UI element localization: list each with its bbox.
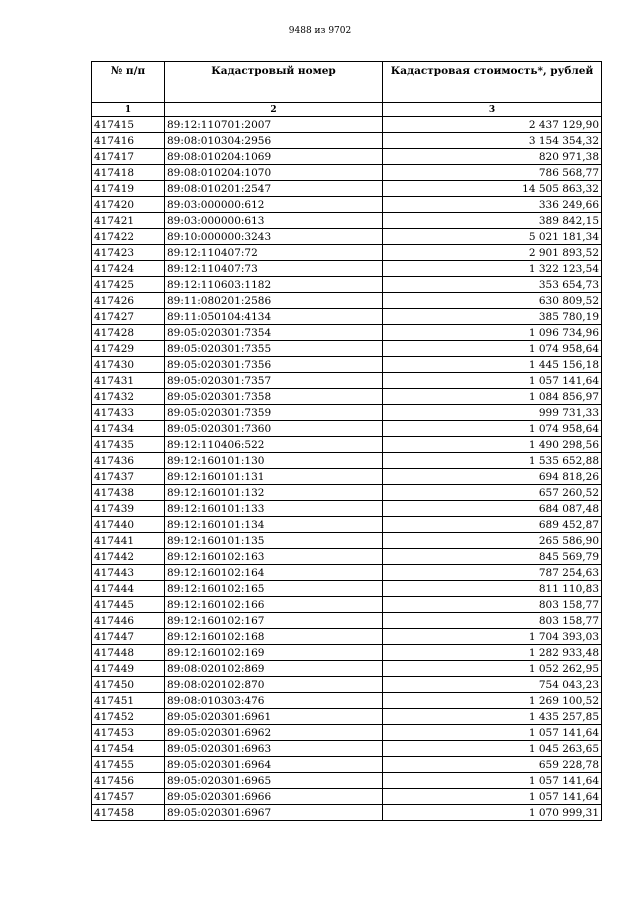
cadastral-value-cell: 1 057 141,64 (383, 773, 602, 789)
row-number-cell: 417450 (92, 677, 165, 693)
cadastral-number-cell: 89:12:160101:132 (165, 485, 383, 501)
cadastral-number-cell: 89:11:050104:4134 (165, 309, 383, 325)
cadastral-value-cell: 1 084 856,97 (383, 389, 602, 405)
table-row (92, 677, 602, 693)
row-number-cell: 417418 (92, 165, 165, 181)
cadastral-number-cell: 89:12:110603:1182 (165, 277, 383, 293)
table-row (92, 757, 602, 773)
cadastral-number-cell: 89:08:010201:2547 (165, 181, 383, 197)
cadastral-number-cell: 89:12:160101:133 (165, 501, 383, 517)
cadastral-value-table (91, 61, 602, 821)
table-row (92, 725, 602, 741)
cadastral-number-cell: 89:08:010204:1069 (165, 149, 383, 165)
cadastral-number-cell: 89:12:160102:166 (165, 597, 383, 613)
table-row (92, 773, 602, 789)
table-row (92, 341, 602, 357)
table-row (92, 165, 602, 181)
cadastral-number-cell: 89:12:160102:169 (165, 645, 383, 661)
row-number-cell: 417425 (92, 277, 165, 293)
table-row (92, 245, 602, 261)
table-row (92, 197, 602, 213)
table-row (92, 421, 602, 437)
cadastral-value-cell: 385 780,19 (383, 309, 602, 325)
cadastral-value-cell: 1 052 262,95 (383, 661, 602, 677)
row-number-cell: 417423 (92, 245, 165, 261)
table-header-row (92, 62, 602, 103)
table-row (92, 645, 602, 661)
table-row (92, 117, 602, 133)
row-number-cell: 417432 (92, 389, 165, 405)
row-number-cell: 417447 (92, 629, 165, 645)
row-number-cell: 417444 (92, 581, 165, 597)
row-number-cell: 417428 (92, 325, 165, 341)
table-row (92, 549, 602, 565)
row-number-cell: 417426 (92, 293, 165, 309)
cadastral-number-cell: 89:05:020301:7354 (165, 325, 383, 341)
row-number-cell: 417439 (92, 501, 165, 517)
cadastral-value-cell: 689 452,87 (383, 517, 602, 533)
cadastral-value-cell: 1 282 933,48 (383, 645, 602, 661)
cadastral-number-cell: 89:05:020301:6961 (165, 709, 383, 725)
table-row (92, 661, 602, 677)
row-number-cell: 417434 (92, 421, 165, 437)
cadastral-number-cell: 89:12:160102:163 (165, 549, 383, 565)
cadastral-number-cell: 89:08:020102:869 (165, 661, 383, 677)
cadastral-number-cell: 89:05:020301:6962 (165, 725, 383, 741)
cadastral-value-cell: 1 704 393,03 (383, 629, 602, 645)
table-row (92, 229, 602, 245)
table-row (92, 469, 602, 485)
row-number-cell: 417416 (92, 133, 165, 149)
row-number-cell: 417438 (92, 485, 165, 501)
cadastral-value-cell: 1 057 141,64 (383, 789, 602, 805)
table-row (92, 613, 602, 629)
cadastral-number-cell: 89:05:020301:7355 (165, 341, 383, 357)
cadastral-value-cell: 265 586,90 (383, 533, 602, 549)
cadastral-value-cell: 659 228,78 (383, 757, 602, 773)
table-body (92, 117, 602, 821)
column-index-row (92, 103, 602, 117)
table-row (92, 357, 602, 373)
cadastral-number-cell: 89:05:020301:6964 (165, 757, 383, 773)
header-cadastral-number: Кадастровый номер (165, 62, 383, 103)
cadastral-value-cell: 1 057 141,64 (383, 725, 602, 741)
cadastral-value-cell: 5 021 181,34 (383, 229, 602, 245)
cadastral-number-cell: 89:12:160102:165 (165, 581, 383, 597)
cadastral-value-cell: 389 842,15 (383, 213, 602, 229)
cadastral-value-cell: 336 249,66 (383, 197, 602, 213)
table-row (92, 149, 602, 165)
table-row (92, 693, 602, 709)
row-number-cell: 417435 (92, 437, 165, 453)
cadastral-value-cell: 657 260,52 (383, 485, 602, 501)
row-number-cell: 417431 (92, 373, 165, 389)
column-index-2: 2 (165, 103, 383, 117)
row-number-cell: 417446 (92, 613, 165, 629)
cadastral-value-cell: 1 490 298,56 (383, 437, 602, 453)
row-number-cell: 417419 (92, 181, 165, 197)
cadastral-value-cell: 2 901 893,52 (383, 245, 602, 261)
cadastral-value-cell: 811 110,83 (383, 581, 602, 597)
row-number-cell: 417429 (92, 341, 165, 357)
cadastral-value-cell: 1 435 257,85 (383, 709, 602, 725)
table-row (92, 293, 602, 309)
table-row (92, 517, 602, 533)
table-row (92, 133, 602, 149)
table-row (92, 597, 602, 613)
row-number-cell: 417422 (92, 229, 165, 245)
cadastral-number-cell: 89:11:080201:2586 (165, 293, 383, 309)
table-row (92, 741, 602, 757)
header-row-number: № п/п (92, 62, 165, 103)
cadastral-value-cell: 684 087,48 (383, 501, 602, 517)
cadastral-value-cell: 803 158,77 (383, 597, 602, 613)
cadastral-number-cell: 89:12:160102:167 (165, 613, 383, 629)
cadastral-value-cell: 694 818,26 (383, 469, 602, 485)
cadastral-value-cell: 999 731,33 (383, 405, 602, 421)
row-number-cell: 417448 (92, 645, 165, 661)
cadastral-number-cell: 89:03:000000:612 (165, 197, 383, 213)
cadastral-number-cell: 89:05:020301:6967 (165, 805, 383, 821)
cadastral-number-cell: 89:05:020301:7356 (165, 357, 383, 373)
row-number-cell: 417427 (92, 309, 165, 325)
row-number-cell: 417417 (92, 149, 165, 165)
cadastral-value-cell: 1 074 958,64 (383, 341, 602, 357)
header-cadastral-value: Кадастровая стоимость*, рублей (383, 62, 602, 103)
row-number-cell: 417436 (92, 453, 165, 469)
row-number-cell: 417458 (92, 805, 165, 821)
cadastral-value-cell: 1 535 652,88 (383, 453, 602, 469)
cadastral-value-cell: 1 074 958,64 (383, 421, 602, 437)
table-row (92, 325, 602, 341)
cadastral-value-cell: 820 971,38 (383, 149, 602, 165)
cadastral-value-cell: 786 568,77 (383, 165, 602, 181)
row-number-cell: 417455 (92, 757, 165, 773)
cadastral-value-cell: 630 809,52 (383, 293, 602, 309)
cadastral-value-cell: 1 057 141,64 (383, 373, 602, 389)
cadastral-number-cell: 89:12:160101:135 (165, 533, 383, 549)
cadastral-number-cell: 89:03:000000:613 (165, 213, 383, 229)
row-number-cell: 417430 (92, 357, 165, 373)
cadastral-value-cell: 1 322 123,54 (383, 261, 602, 277)
cadastral-value-cell: 1 445 156,18 (383, 357, 602, 373)
table-row (92, 501, 602, 517)
cadastral-number-cell: 89:05:020301:7358 (165, 389, 383, 405)
row-number-cell: 417415 (92, 117, 165, 133)
cadastral-value-cell: 845 569,79 (383, 549, 602, 565)
cadastral-number-cell: 89:05:020301:6965 (165, 773, 383, 789)
cadastral-number-cell: 89:12:160102:164 (165, 565, 383, 581)
table-row (92, 373, 602, 389)
cadastral-number-cell: 89:08:010204:1070 (165, 165, 383, 181)
cadastral-number-cell: 89:12:160102:168 (165, 629, 383, 645)
cadastral-number-cell: 89:08:020102:870 (165, 677, 383, 693)
row-number-cell: 417421 (92, 213, 165, 229)
cadastral-number-cell: 89:05:020301:6966 (165, 789, 383, 805)
cadastral-value-cell: 803 158,77 (383, 613, 602, 629)
table-row (92, 485, 602, 501)
cadastral-value-cell: 353 654,73 (383, 277, 602, 293)
table-row (92, 533, 602, 549)
table-row (92, 805, 602, 821)
cadastral-number-cell: 89:12:110407:72 (165, 245, 383, 261)
cadastral-value-cell: 3 154 354,32 (383, 133, 602, 149)
table-row (92, 565, 602, 581)
page-number: 9488 из 9702 (288, 26, 352, 36)
row-number-cell: 417445 (92, 597, 165, 613)
row-number-cell: 417451 (92, 693, 165, 709)
row-number-cell: 417420 (92, 197, 165, 213)
table-row (92, 437, 602, 453)
row-number-cell: 417443 (92, 565, 165, 581)
table-row (92, 389, 602, 405)
cadastral-number-cell: 89:12:160101:134 (165, 517, 383, 533)
cadastral-value-cell: 14 505 863,32 (383, 181, 602, 197)
cadastral-number-cell: 89:10:000000:3243 (165, 229, 383, 245)
row-number-cell: 417433 (92, 405, 165, 421)
row-number-cell: 417454 (92, 741, 165, 757)
row-number-cell: 417457 (92, 789, 165, 805)
cadastral-number-cell: 89:08:010304:2956 (165, 133, 383, 149)
cadastral-number-cell: 89:05:020301:7357 (165, 373, 383, 389)
cadastral-value-cell: 1 070 999,31 (383, 805, 602, 821)
cadastral-number-cell: 89:12:110406:522 (165, 437, 383, 453)
table-row (92, 309, 602, 325)
cadastral-number-cell: 89:12:110701:2007 (165, 117, 383, 133)
table-row (92, 581, 602, 597)
row-number-cell: 417453 (92, 725, 165, 741)
cadastral-number-cell: 89:12:160101:131 (165, 469, 383, 485)
cadastral-value-cell: 754 043,23 (383, 677, 602, 693)
table-row (92, 405, 602, 421)
table-row (92, 277, 602, 293)
column-index-3: 3 (383, 103, 602, 117)
table-row (92, 629, 602, 645)
table-row (92, 261, 602, 277)
column-index-1: 1 (92, 103, 165, 117)
row-number-cell: 417424 (92, 261, 165, 277)
row-number-cell: 417449 (92, 661, 165, 677)
table-row (92, 789, 602, 805)
table-row (92, 213, 602, 229)
cadastral-number-cell: 89:05:020301:6963 (165, 741, 383, 757)
row-number-cell: 417441 (92, 533, 165, 549)
row-number-cell: 417437 (92, 469, 165, 485)
cadastral-number-cell: 89:05:020301:7359 (165, 405, 383, 421)
cadastral-value-cell: 787 254,63 (383, 565, 602, 581)
cadastral-number-cell: 89:05:020301:7360 (165, 421, 383, 437)
table-row (92, 453, 602, 469)
table-row (92, 181, 602, 197)
table-row (92, 709, 602, 725)
row-number-cell: 417442 (92, 549, 165, 565)
cadastral-value-cell: 1 096 734,96 (383, 325, 602, 341)
row-number-cell: 417440 (92, 517, 165, 533)
cadastral-value-cell: 1 269 100,52 (383, 693, 602, 709)
cadastral-value-cell: 1 045 263,65 (383, 741, 602, 757)
cadastral-number-cell: 89:12:110407:73 (165, 261, 383, 277)
cadastral-number-cell: 89:12:160101:130 (165, 453, 383, 469)
row-number-cell: 417452 (92, 709, 165, 725)
cadastral-value-cell: 2 437 129,90 (383, 117, 602, 133)
row-number-cell: 417456 (92, 773, 165, 789)
cadastral-number-cell: 89:08:010303:476 (165, 693, 383, 709)
